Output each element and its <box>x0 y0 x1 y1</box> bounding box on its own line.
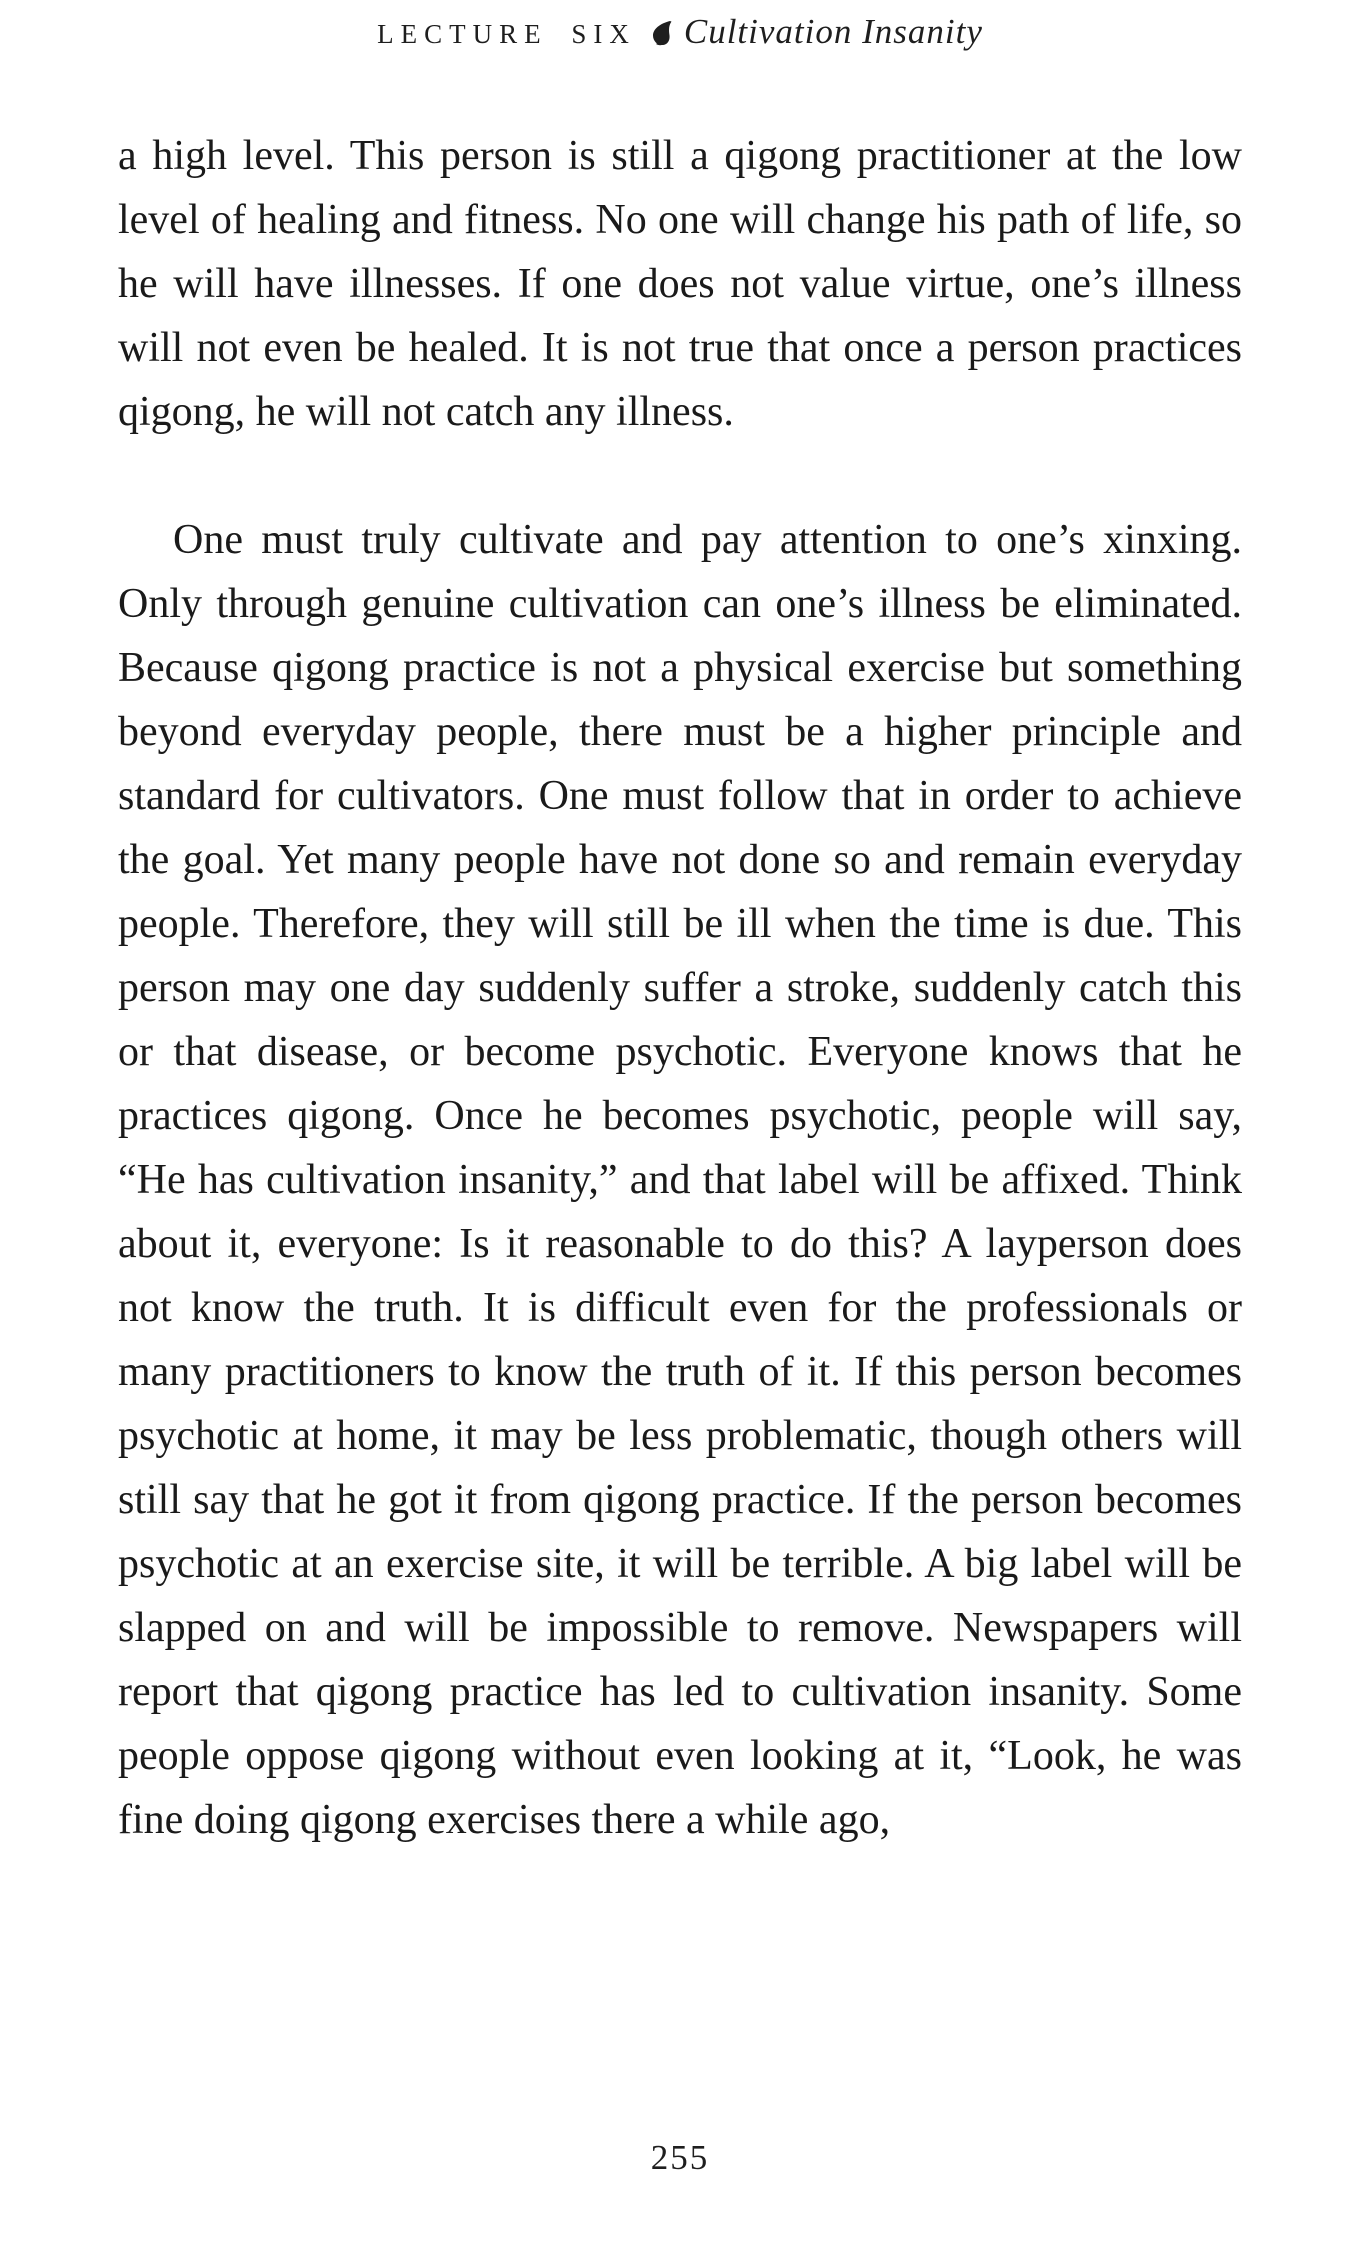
body-text <box>118 124 1242 1852</box>
chapter-title: Cultivation Insanity <box>683 12 983 51</box>
paragraph-2: One must truly cultivate and pay attention to one’s xinxing. Only through genuine cultivation can one’s illness be eliminated. Because qigong practice is not a physical exercise but something beyond everyday people, there must be a higher principle and standard for cultivators. One must follow that in order to achieve the goal. Yet many people have not done so and remain everyday people. Therefore, they will still be ill when the time is due. This person may one day suddenly suffer a stroke, suddenly catch this or that disease, or become psychotic. Everyone knows that he practices qigong. Once he becomes psychotic, people will say, “He has cultivation insanity,” and that label will be affixed. Think about it, everyone: Is it reasonable to do this? A layperson does not know the truth. It is difficult even for the professionals or many practitioners to know the truth of it. If this person becomes psychotic at home, it may be less problematic, though others will still say that he got it from qigong practice. If the person becomes psychotic at an exercise site, it will be terrible. A big label will be slapped on and will be impossible to remove. Newspapers will report that qigong practice has led to cultivation insanity. Some people oppose qigong without even looking at it, “Look, he was fine doing qigong exercises there a while ago, <box>118 517 1242 1843</box>
paragraph-1: a high level. This person is still a qigong practitioner at the low level of healing and fitness. No one will change his path of life, so he will have illnesses. If one does not value virtue, one’s illness will not even be healed. It is not true that once a person practices qigong, he will not catch any illness. <box>118 133 1242 435</box>
page-header <box>0 12 1360 52</box>
page-number: 255 <box>650 2138 710 2177</box>
fleuron-leaf-icon <box>650 20 674 52</box>
lecture-label: LECTURE SIX <box>377 19 636 49</box>
